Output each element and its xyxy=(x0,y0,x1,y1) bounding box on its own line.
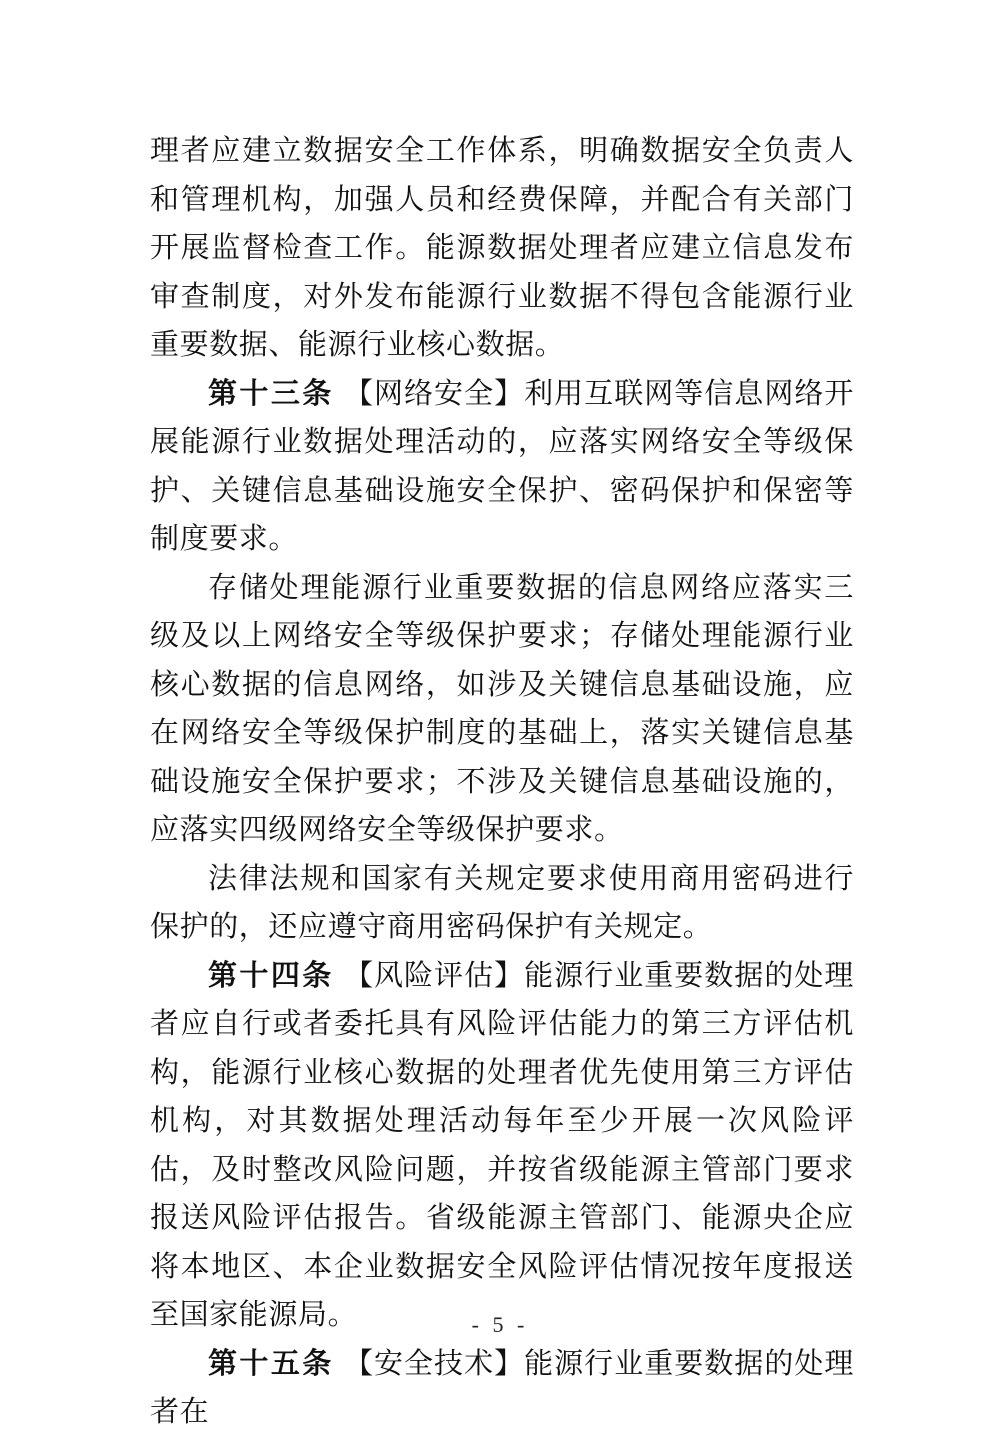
paragraph-text: 存储处理能源行业重要数据的信息网络应落实三级及以上网络安全等级保护要求；存储处理能源行业核心数据的信息网络，如涉及关键信息基础设施，应在网络安全等级保护制度的基础上，落实关键信息基础设施安全保护要求；不涉及关键信息基础设施的，应落实四级网络安全等级保护要求。 xyxy=(150,569,854,846)
article-14-paragraph xyxy=(150,951,854,1339)
paragraph-text: 【网络安全】利用互联网等信息网络开展能源行业数据处理活动的，应落实网络安全等级保护、关键信息基础设施安全保护、密码保护和保密等制度要求。 xyxy=(150,375,854,555)
paragraph-continuation xyxy=(150,126,854,369)
article-heading: 第十三条 xyxy=(208,375,334,410)
paragraph-text: 法律法规和国家有关规定要求使用商用密码进行保护的，还应遵守商用密码保护有关规定。 xyxy=(150,860,854,943)
article-heading: 第十四条 xyxy=(208,957,334,992)
paragraph-text: 【安全技术】能源行业重要数据的处理者在 xyxy=(150,1345,854,1428)
paragraph-text: 理者应建立数据安全工作体系，明确数据安全负责人和管理机构，加强人员和经费保障，并配合有关部门开展监督检查工作。能源数据处理者应建立信息发布审查制度，对外发布能源行业数据不得包含能源行业重要数据、能源行业核心数据。 xyxy=(150,133,854,361)
commercial-cryptography-paragraph xyxy=(150,854,854,951)
article-13-paragraph xyxy=(150,369,854,563)
network-storage-paragraph xyxy=(150,563,854,854)
article-15-paragraph xyxy=(150,1339,854,1436)
document-body xyxy=(150,126,854,1436)
article-heading: 第十五条 xyxy=(208,1345,334,1380)
page-number: - 5 - xyxy=(471,1312,529,1337)
paragraph-text: 【风险评估】能源行业重要数据的处理者应自行或者委托具有风险评估能力的第三方评估机构，能源行业核心数据的处理者优先使用第三方评估机构，对其数据处理活动每年至少开展一次风险评估，及时整改风险问题，并按省级能源主管部门要求报送风险评估报告。省级能源主管部门、能源央企应将本地区、本企业数据安全风险评估情况按年度报送至国家能源局。 xyxy=(150,957,854,1331)
